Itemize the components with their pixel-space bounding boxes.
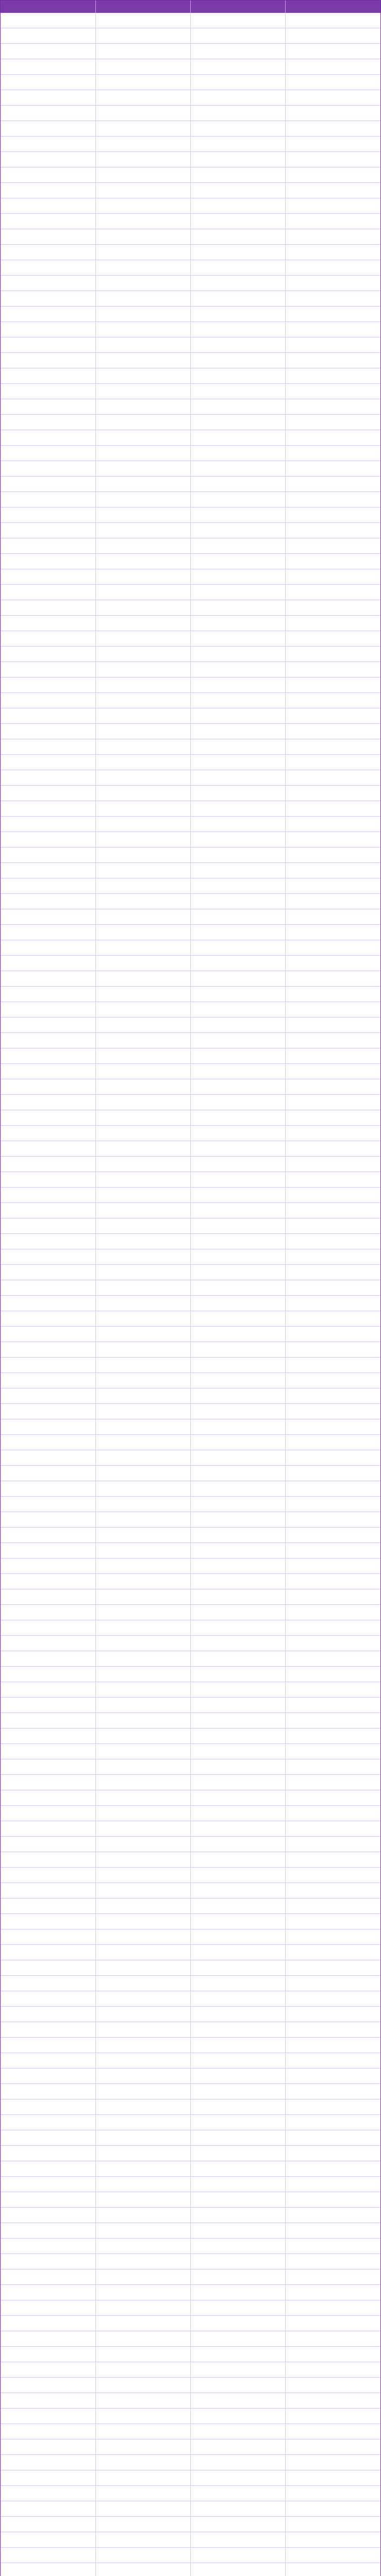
column-header-1 [1, 1, 96, 13]
table-body [1, 13, 380, 2576]
column-header-2 [96, 1, 191, 13]
table-header [1, 1, 380, 13]
column-header-4 [286, 1, 380, 13]
column-header-3 [191, 1, 286, 13]
